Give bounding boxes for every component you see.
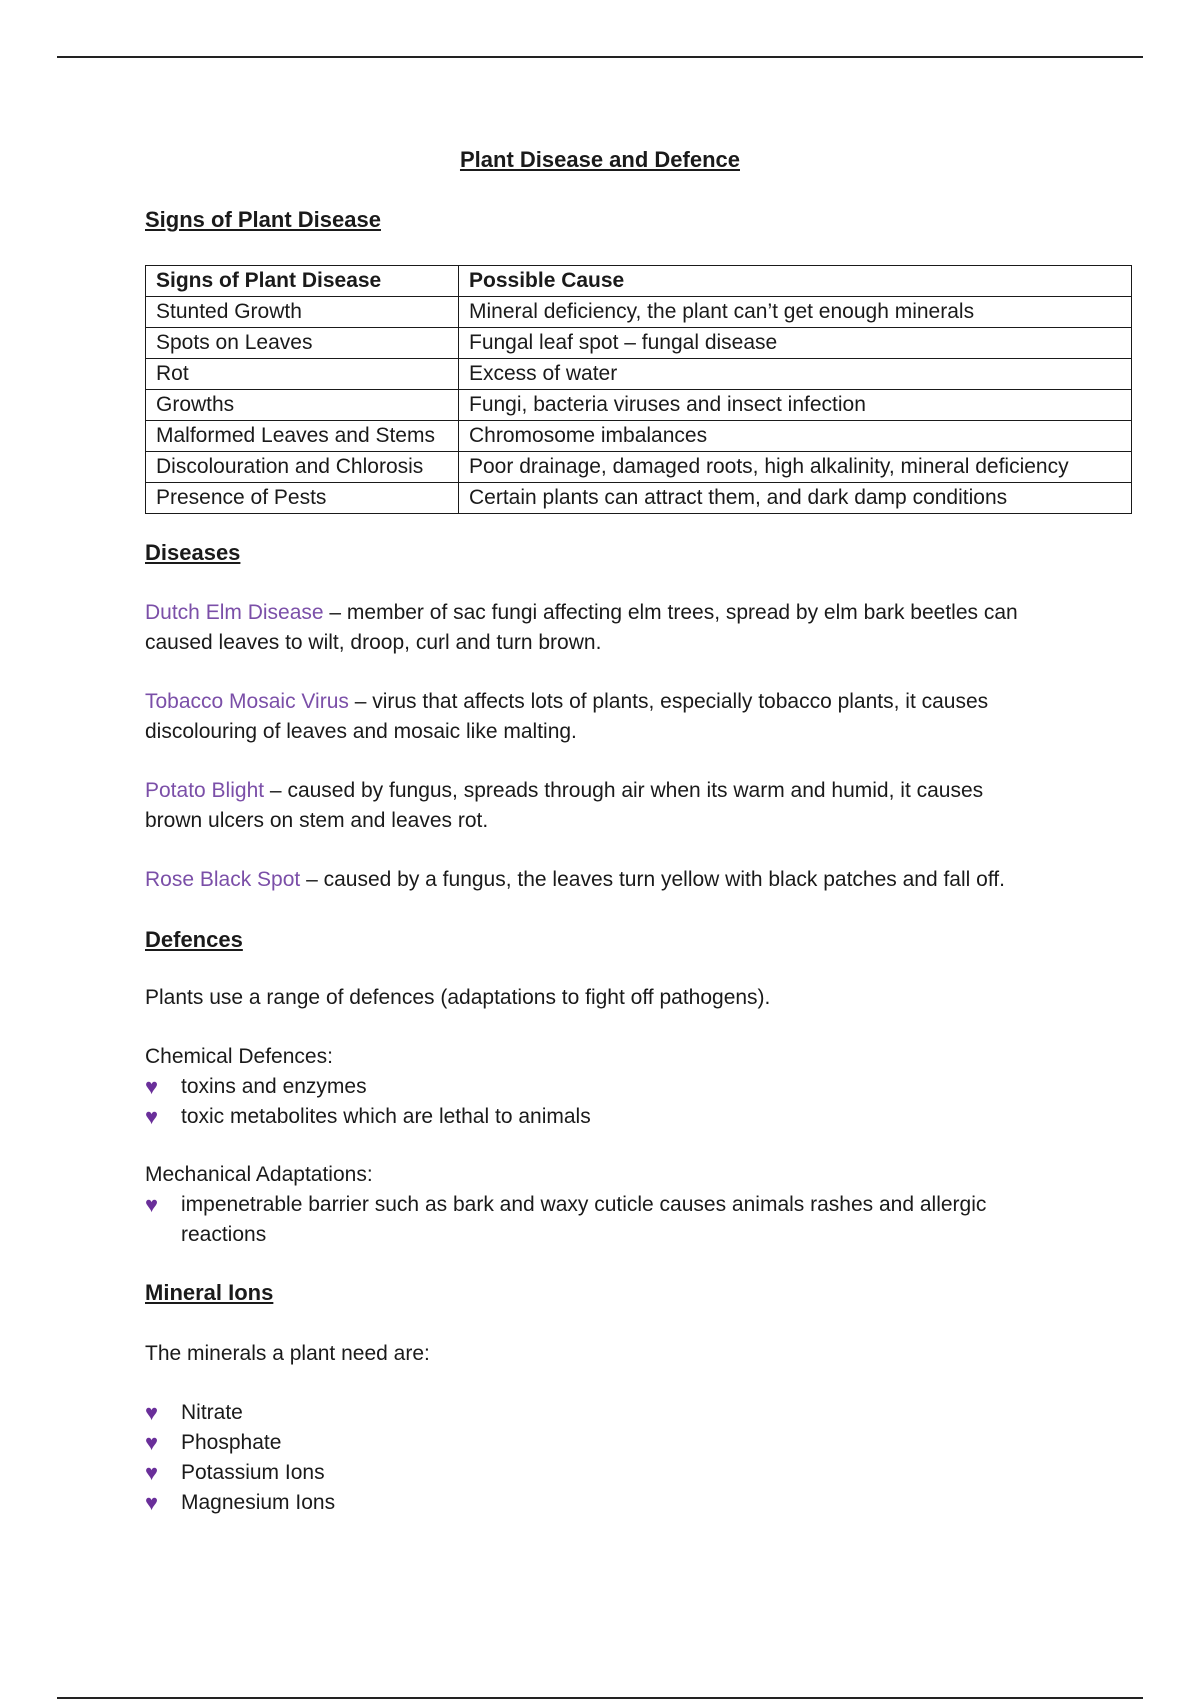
table-cell: Certain plants can attract them, and dark damp conditions [459, 483, 1132, 514]
list-item: ♥ Phosphate [145, 1428, 1061, 1458]
minerals-list [145, 1398, 1061, 1518]
disease-description: – caused by fungus, spreads through air when its warm and humid, it causes brown ulcers on stem and leaves rot. [145, 779, 984, 832]
table-row [146, 452, 1132, 483]
table-header-cell: Signs of Plant Disease [146, 266, 459, 297]
chemical-defences-list [145, 1072, 1061, 1132]
table-header-cell: Possible Cause [459, 266, 1132, 297]
heart-bullet-icon: ♥ [145, 1192, 159, 1217]
table-row [146, 328, 1132, 359]
table-cell: Malformed Leaves and Stems [146, 421, 459, 452]
minerals-intro: The minerals a plant need are: [145, 1342, 430, 1365]
heart-bullet-icon: ♥ [145, 1490, 159, 1515]
table-cell: Rot [146, 359, 459, 390]
disease-name: Rose Black Spot [145, 868, 301, 891]
table-header-row [146, 266, 1132, 297]
signs-table [145, 265, 1132, 514]
disease-description: – member of sac fungi affecting elm trees, spread by elm bark beetles can caused leaves to wilt, droop, curl and turn brown. [145, 601, 1018, 654]
disease-name: Dutch Elm Disease [145, 601, 324, 624]
disease-name: Potato Blight [145, 779, 265, 802]
bottom-rule [57, 1697, 1143, 1699]
list-item: ♥ Potassium Ions [145, 1458, 1061, 1488]
list-item: ♥ impenetrable barrier such as bark and waxy cuticle causes animals rashes and allergic reactions [145, 1192, 987, 1246]
defences-intro: Plants use a range of defences (adaptations to fight off pathogens). [145, 986, 771, 1009]
table-row [146, 421, 1132, 452]
defences-heading: Defences [145, 927, 243, 952]
disease-description: – virus that affects lots of plants, especially tobacco plants, it causes discolouring of leaves and mosaic like malting. [145, 690, 989, 743]
table-row [146, 483, 1132, 514]
page-title: Plant Disease and Defence [459, 147, 740, 172]
top-rule [57, 56, 1143, 58]
table-cell: Poor drainage, damaged roots, high alkalinity, mineral deficiency [459, 452, 1132, 483]
heart-bullet-icon: ♥ [145, 1104, 159, 1129]
list-item: ♥ Nitrate [145, 1398, 1061, 1428]
signs-heading: Signs of Plant Disease [145, 207, 381, 232]
table-row [146, 359, 1132, 390]
disease-name: Tobacco Mosaic Virus [145, 690, 349, 713]
table-cell: Presence of Pests [146, 483, 459, 514]
table-cell: Growths [146, 390, 459, 421]
list-item: ♥ Magnesium Ions [145, 1488, 1061, 1518]
diseases-heading: Diseases [145, 540, 241, 565]
table-cell: Mineral deficiency, the plant can’t get enough minerals [459, 297, 1132, 328]
heart-bullet-icon: ♥ [145, 1074, 159, 1099]
table-cell: Spots on Leaves [146, 328, 459, 359]
mineral-ions-heading: Mineral Ions [145, 1280, 274, 1305]
disease-description: – caused by a fungus, the leaves turn yellow with black patches and fall off. [300, 868, 1005, 891]
heart-bullet-icon: ♥ [145, 1430, 159, 1455]
disease-entry-tobacco-mosaic [145, 687, 1045, 747]
disease-entry-rose-black-spot [145, 865, 1045, 895]
chemical-defences-label: Chemical Defences: [145, 1045, 333, 1068]
heart-bullet-icon: ♥ [145, 1400, 159, 1425]
table-cell: Excess of water [459, 359, 1132, 390]
disease-entry-dutch-elm [145, 598, 1045, 658]
table-cell: Discolouration and Chlorosis [146, 452, 459, 483]
table-cell: Fungi, bacteria viruses and insect infection [459, 390, 1132, 421]
list-item: ♥ toxic metabolites which are lethal to animals [145, 1102, 1061, 1132]
heart-bullet-icon: ♥ [145, 1460, 159, 1485]
list-item: ♥ toxins and enzymes [145, 1072, 1061, 1102]
disease-entry-potato-blight [145, 776, 1045, 836]
table-cell: Chromosome imbalances [459, 421, 1132, 452]
table-row [146, 297, 1132, 328]
mechanical-adaptations-label: Mechanical Adaptations: [145, 1163, 373, 1186]
table-cell: Stunted Growth [146, 297, 459, 328]
table-cell: Fungal leaf spot – fungal disease [459, 328, 1132, 359]
mechanical-adaptations-list [145, 1190, 1001, 1250]
table-row [146, 390, 1132, 421]
